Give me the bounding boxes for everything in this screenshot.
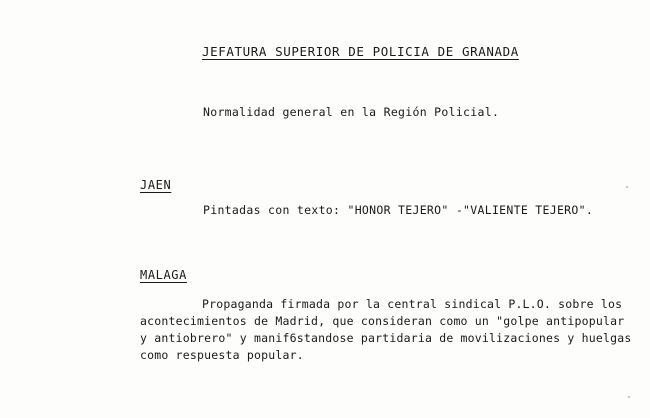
section-text-jaen: Pintadas con texto: "HONOR TEJERO" -"VALIENTE TEJERO".	[203, 203, 594, 217]
scan-speck	[626, 186, 628, 188]
section-paragraph-malaga	[140, 296, 632, 364]
paragraph-line: Propaganda firmada por la central sindical P.L.O. sobre los	[202, 297, 623, 311]
paragraph-line: como respuesta popular.	[140, 348, 304, 362]
paragraph-line: acontecimientos de Madrid, que consideran como un "golpe antipopular	[140, 314, 625, 328]
section-heading-malaga: MALAGA	[140, 268, 187, 282]
general-status-text: Normalidad general en la Región Policial.	[203, 105, 500, 119]
section-heading-jaen: JAEN	[140, 178, 172, 192]
scan-speck	[628, 396, 630, 398]
document-title: JEFATURA SUPERIOR DE POLICIA DE GRANADA	[202, 44, 519, 59]
paragraph-line: y antiobrero" y manif6standose partidaria de movilizaciones y huelgas	[140, 331, 632, 345]
